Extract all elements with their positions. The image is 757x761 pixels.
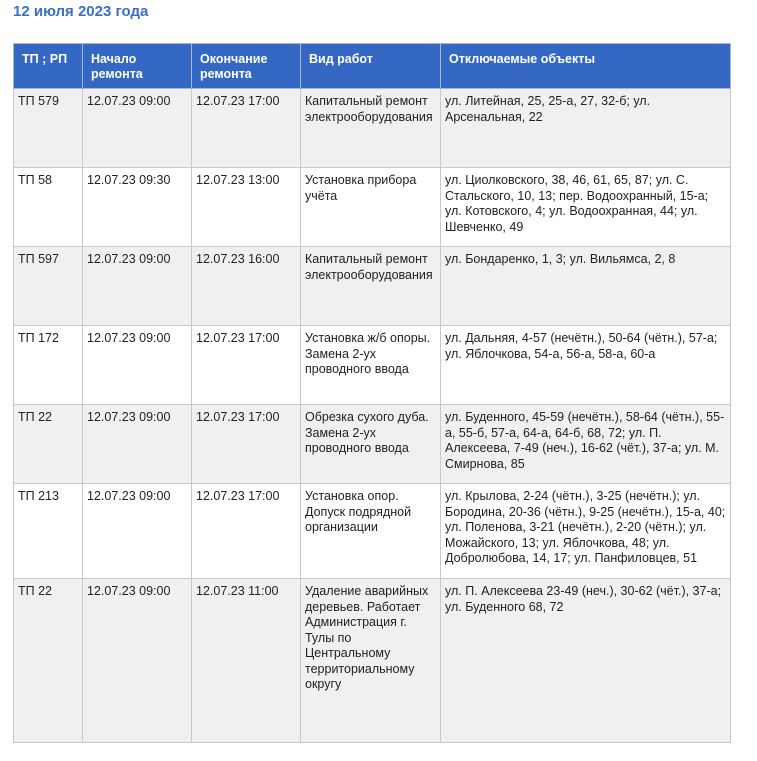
page-title: 12 июля 2023 года xyxy=(13,3,149,20)
cell-work-type: Установка прибора учёта xyxy=(301,168,441,247)
cell-substation: ТП 22 xyxy=(14,405,83,484)
table-header-row xyxy=(14,44,731,89)
cell-end: 12.07.23 11:00 xyxy=(192,579,301,743)
cell-substation: ТП 579 xyxy=(14,89,83,168)
table-row xyxy=(14,89,731,168)
cell-start: 12.07.23 09:00 xyxy=(83,579,192,743)
cell-objects: ул. П. Алексеева 23-49 (неч.), 30-62 (чёт.), 37-а; ул. Буденного 68, 72 xyxy=(441,579,731,743)
header-substation: ТП ; РП xyxy=(14,44,83,89)
cell-start: 12.07.23 09:00 xyxy=(83,484,192,579)
cell-objects: ул. Дальняя, 4-57 (нечётн.), 50-64 (чётн.), 57-а; ул. Яблочкова, 54-а, 56-а, 58-а, 60-а xyxy=(441,326,731,405)
cell-objects: ул. Литейная, 25, 25-а, 27, 32-б; ул. Арсенальная, 22 xyxy=(441,89,731,168)
cell-end: 12.07.23 16:00 xyxy=(192,247,301,326)
cell-objects: ул. Крылова, 2-24 (чётн.), 3-25 (нечётн.); ул. Бородина, 20-36 (чётн.), 9-25 (нечётн.), 15-а, 40; ул. Поленова, 3-21 (нечётн.), 2-20 (чётн.); ул. Можайского, 13; ул. Яблочкова, 48; ул. Добролюбова, 14, 17; ул. Панфиловцев, 51 xyxy=(441,484,731,579)
cell-work-type: Обрезка сухого дуба. Замена 2-ух проводного ввода xyxy=(301,405,441,484)
cell-work-type: Установка ж/б опоры. Замена 2-ух проводного ввода xyxy=(301,326,441,405)
cell-substation: ТП 213 xyxy=(14,484,83,579)
table-row xyxy=(14,247,731,326)
cell-substation: ТП 597 xyxy=(14,247,83,326)
cell-end: 12.07.23 17:00 xyxy=(192,89,301,168)
cell-end: 12.07.23 17:00 xyxy=(192,326,301,405)
cell-start: 12.07.23 09:30 xyxy=(83,168,192,247)
cell-start: 12.07.23 09:00 xyxy=(83,247,192,326)
cell-start: 12.07.23 09:00 xyxy=(83,89,192,168)
cell-end: 12.07.23 17:00 xyxy=(192,405,301,484)
cell-objects: ул. Циолковского, 38, 46, 61, 65, 87; ул. С. Стальского, 10, 13; пер. Водоохранный, 15-а; ул. Котовского, 4; ул. Водоохранная, 44; ул. Шевченко, 49 xyxy=(441,168,731,247)
cell-substation: ТП 22 xyxy=(14,579,83,743)
cell-start: 12.07.23 09:00 xyxy=(83,326,192,405)
cell-work-type: Капитальный ремонт электрооборудования xyxy=(301,89,441,168)
cell-work-type: Капитальный ремонт электрооборудования xyxy=(301,247,441,326)
header-end: Окончание ремонта xyxy=(192,44,301,89)
cell-substation: ТП 58 xyxy=(14,168,83,247)
cell-work-type: Установка опор. Допуск подрядной организации xyxy=(301,484,441,579)
header-objects: Отключаемые объекты xyxy=(441,44,731,89)
table-row xyxy=(14,168,731,247)
cell-objects: ул. Буденного, 45-59 (нечётн.), 58-64 (чётн.), 55-а, 55-б, 57-а, 64-а, 64-б, 68, 72; ул. П. Алексеева, 7-49 (неч.), 16-62 (чёт.), 37-а; ул. М. Смирнова, 85 xyxy=(441,405,731,484)
cell-work-type: Удаление аварийных деревьев. Работает Администрация г. Тулы по Центральному территориальному округу xyxy=(301,579,441,743)
cell-objects: ул. Бондаренко, 1, 3; ул. Вильямса, 2, 8 xyxy=(441,247,731,326)
table-row xyxy=(14,405,731,484)
outage-table xyxy=(13,43,731,743)
cell-end: 12.07.23 17:00 xyxy=(192,484,301,579)
header-work-type: Вид работ xyxy=(301,44,441,89)
table-row xyxy=(14,579,731,743)
cell-substation: ТП 172 xyxy=(14,326,83,405)
table-row xyxy=(14,484,731,579)
cell-start: 12.07.23 09:00 xyxy=(83,405,192,484)
table-row xyxy=(14,326,731,405)
cell-end: 12.07.23 13:00 xyxy=(192,168,301,247)
header-start: Начало ремонта xyxy=(83,44,192,89)
